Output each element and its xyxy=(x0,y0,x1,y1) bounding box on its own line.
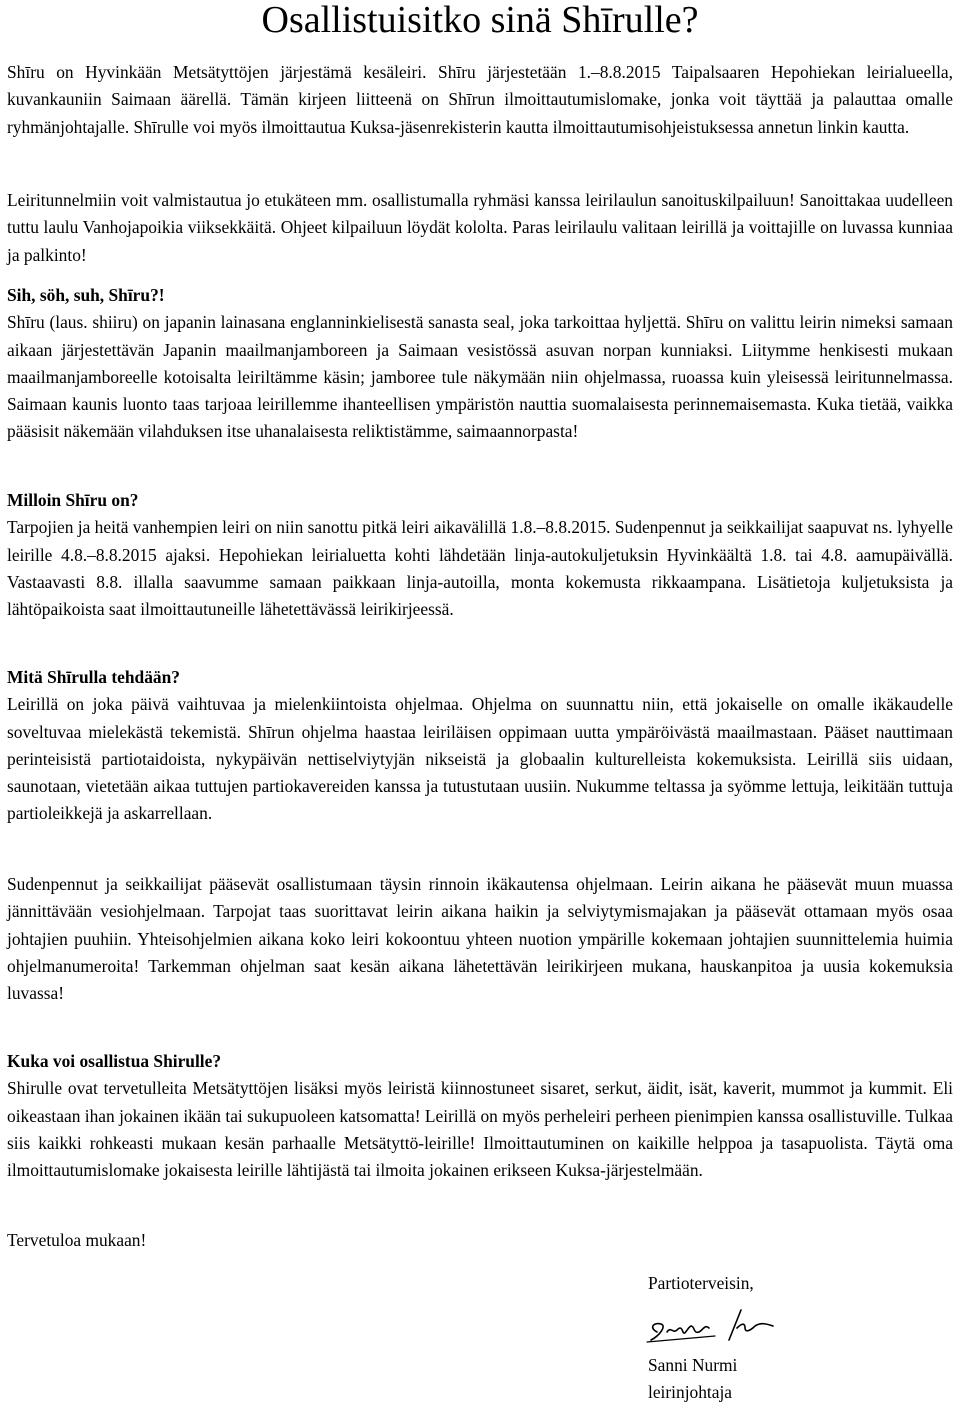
section-text: Tarpojien ja heitä vanhempien leiri on niin sanottu pitkä leiri aikavälillä 1.8.–8.8.2015. Sudenpennut ja seikkailijat saapuvat ns. lyhyelle leirille 4.8.–8.8.2015 ajaksi. Hepohiekan leirialuetta kohti lähdetään linja-autokuljetuksin Hyvinkäältä 1.8. tai 4.8. aamupäivällä. Vastaavasti 8.8. illalla saavumme samaan paikkaan linja-autoilla, monta kokemusta rikkaampana. Lisätietoja kuljetuksista ja lähtöpaikoista saat ilmoittautuneille lähetettävässä leirikirjeessä. xyxy=(7,517,958,620)
section-text: Shīru (laus. shiiru) on japanin lainasana englanninkielisestä sanasta seal, joka tarkoittaa hyljettä. Shīru on valittu leirin nimeksi samaan aikaan järjestettävän Japanin maailmanjamboreen ja Saimaan vesistössä asuvan norpan kunniaksi. Liitymme henkisesti mukaan maailmanjamboreelle kotoisalta leiriltämme käsin; jamboree tule näkymään niin ohjelmassa, ruoassa kuin yleisessä leiritunnelmassa. Saimaan kaunis luonto taas tarjoaa leirillemme ihanteellisen ympäristön nauttia suomalaisesta perinnemaisemasta. Kuka tietää, vaikka pääsisit näkemään vilahduksen itse uhanalaisesta reliktistämme, saimaannorpasta! xyxy=(7,312,958,442)
handwritten-signature xyxy=(645,1302,780,1346)
intro-paragraph xyxy=(7,59,958,141)
section-text: Leirillä on joka päivä vaihtuvaa ja mielenkiintoista ohjelmaa. Ohjelma on suunnattu niin, että jokaiselle on omalle ikäkaudelle soveltuvaa mielekästä tekemistä. Shīrun ohjelma haastaa leiriläisen oppimaan uutta ympäröivästä maailmastaan. Pääset nauttimaan perinteisistä partiotaidoista, nykypäivän nettiselviytyjän nikseistä ja globaalin kulturelleista kokemuksista. Leirillä siis uidaan, saunotaan, vietetään aikaa tuttujen partiokavereiden kanssa ja tutustutaan uusiin. Nukumme teltassa ja syömme lettuja, leikitään tuttuja partioleikkejä ja askarrellaan. xyxy=(7,694,958,824)
intro-text: Shīru on Hyvinkään Metsätyttöjen järjestämä kesäleiri. Shīru järjestetään 1.–8.8.2015 Taipalsaaren Hepohiekan leirialueella, kuvankauniin Saimaan äärellä. Tämän kirjeen liitteenä on Shīrun ilmoittautumislomake, jonka voit täyttää ja palauttaa omalle ryhmänjohtajalle. Shīrulle voi myös ilmoittautua Kuksa-jäsenrekisterin kautta ilmoittautumisohjeistuksessa annetun linkin kautta. xyxy=(7,62,958,137)
section-name xyxy=(7,282,958,446)
section-when xyxy=(7,487,958,623)
signature-role: leirinjohtaja xyxy=(648,1382,733,1402)
section-text: Shirulle ovat tervetulleita Metsätyttöjen lisäksi myös leiristä kiinnostuneet sisaret, serkut, äidit, isät, kaverit, mummot ja kummit. Eli oikeastaan ihan jokainen ikään tai sukupuoleen katsomatta! Leirillä on myös perheleiri perheen pienimpien kanssa osallistuville. Tulkaa siis kaikki rohkeasti mukaan kesän parhaalle Metsätyttö-leirille! Ilmoittautuminen on kaikille helppoa ja tasapuolista. Täytä oma ilmoittautumislomake jokaisesta leirille lähtijästä tai ilmoita jokainen erikseen Kuksa-järjestelmään. xyxy=(7,1078,958,1181)
signature-greeting: Partioterveisin, xyxy=(648,1273,754,1293)
section-heading: Milloin Shīru on? xyxy=(7,490,139,510)
signature-name: Sanni Nurmi xyxy=(648,1355,738,1375)
page-title: Osallistuisitko sinä Shīrulle? xyxy=(261,0,699,41)
section-heading: Kuka voi osallistua Shirulle? xyxy=(7,1051,222,1071)
song-contest-text: Leiritunnelmiin voit valmistautua jo etukäteen mm. osallistumalla ryhmäsi kanssa leirilaulun sanoituskilpailuun! Sanoittakaa uudelleen tuttu laulu Vanhojapoikia viiksekkäitä. Ohjeet kilpailuun löydät kololta. Paras leirilaulu valitaan leirillä ja voittajille on luvassa kunniaa ja palkinto! xyxy=(7,190,958,265)
section-text: Sudenpennut ja seikkailijat pääsevät osallistumaan täysin rinnoin ikäkautensa ohjelmaan. Leirin aikana he pääsevät muun muassa jännittävään vesiohjelmaan. Tarpojat taas suorittavat leirin aikana haikin ja selviytymismajakan ja pääsevät ottamaan myös osaa johtajien puuhiin. Yhteisohjelmien aikana koko leiri kokoontuu yhteen nuotion ympärille kokemaan johtajien suunnittelemia huimia ohjelmanumeroita! Tarkemman ohjelman saat kesän aikana lähetettävän leirikirjeen mukana, hauskanpitoa ja uusia kokemuksia luvassa! xyxy=(7,874,958,1004)
song-contest-paragraph xyxy=(7,187,958,269)
section-who xyxy=(7,1048,958,1184)
section-what-continued xyxy=(7,871,958,1007)
section-heading: Mitä Shīrulla tehdään? xyxy=(7,667,180,687)
section-heading: Sih, söh, suh, Shīru?! xyxy=(7,285,165,305)
closing-line: Tervetuloa mukaan! xyxy=(7,1230,147,1250)
section-what xyxy=(7,664,958,828)
